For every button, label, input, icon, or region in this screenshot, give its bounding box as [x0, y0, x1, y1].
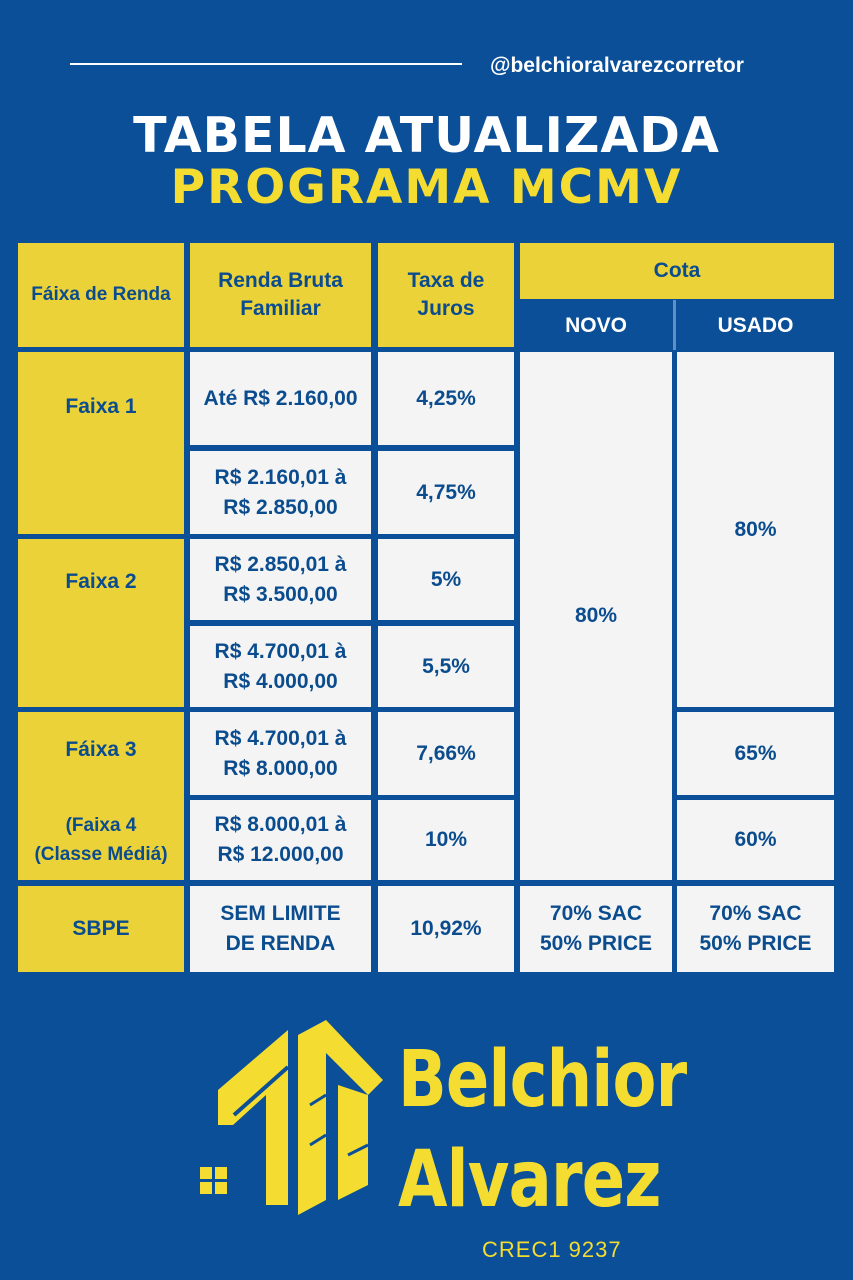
taxa-row-1: 4,25%	[378, 352, 514, 445]
header-usado: USADO	[717, 314, 794, 337]
novo-value: 80%	[520, 352, 672, 880]
renda-row-6: R$ 8.000,01 à R$ 12.000,00	[190, 800, 371, 880]
usado-value-2: 65%	[677, 712, 834, 795]
page-title: TABELA ATUALIZADA	[133, 107, 720, 164]
taxa-row-3: 5%	[378, 539, 514, 620]
header-renda-bruta: Renda Bruta Familiar	[190, 243, 371, 347]
usado-value-3: 60%	[677, 800, 834, 880]
usado-sbpe: 70% SAC 50% PRICE	[677, 886, 834, 972]
taxa-sbpe: 10,92%	[378, 886, 514, 972]
header-novo: NOVO	[565, 314, 627, 337]
taxa-row-6: 10%	[378, 800, 514, 880]
taxa-row-2: 4,75%	[378, 451, 514, 534]
header-faixa-de-renda: Fáixa de Renda	[18, 243, 184, 347]
novo-sbpe: 70% SAC 50% PRICE	[520, 886, 672, 972]
faixa-4-text: (Faixa 4 (Classe Médiá)	[34, 815, 168, 865]
renda-row-2: R$ 2.160,01 à R$ 2.850,00	[190, 451, 371, 534]
renda-row-1: Até R$ 2.160,00	[190, 352, 371, 445]
header-cota-divider	[673, 300, 676, 350]
faixa-2-label	[18, 539, 184, 707]
renda-row-3: R$ 2.850,01 à R$ 3.500,00	[190, 539, 371, 620]
renda-row-4: R$ 4.700,01 à R$ 4.000,00	[190, 626, 371, 707]
sbpe-label: SBPE	[18, 886, 184, 972]
renda-sbpe: SEM LIMITE DE RENDA	[190, 886, 371, 972]
crec-registration: CREC1 9237	[482, 1237, 622, 1262]
faixa-1-label	[18, 352, 184, 534]
faixa-1-text: Faixa 1	[65, 395, 137, 418]
renda-row-5: R$ 4.700,01 à R$ 8.000,00	[190, 712, 371, 795]
header-taxa-de-juros: Taxa de Juros	[378, 243, 514, 347]
usado-value-1: 80%	[677, 352, 834, 707]
faixa-3-text: Fáixa 3	[65, 738, 137, 761]
header-cota: Cota	[520, 243, 834, 299]
brand-name-line2: Alvarez	[398, 1135, 661, 1225]
taxa-row-4: 5,5%	[378, 626, 514, 707]
header-divider-line	[70, 63, 462, 65]
page-subtitle: PROGRAMA MCMV	[170, 160, 683, 215]
faixa-2-text: Faixa 2	[65, 570, 137, 593]
brand-name-line1: Belchior	[398, 1035, 687, 1125]
house-logo-icon	[198, 1015, 388, 1215]
instagram-handle: @belchioralvarezcorretor	[490, 54, 744, 77]
taxa-row-5: 7,66%	[378, 712, 514, 795]
